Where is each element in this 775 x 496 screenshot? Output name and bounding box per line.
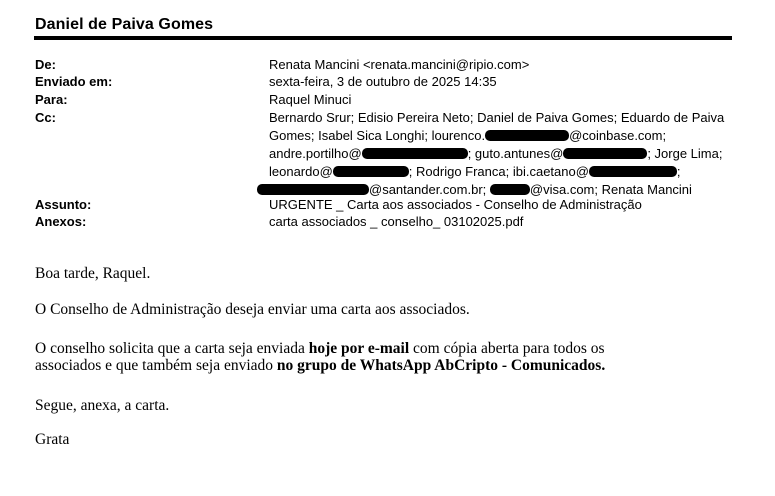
cc-line: Gomes; Isabel Sica Longhi; lourenco. @coinbase.com;: [269, 128, 667, 143]
body-closing: Grata: [35, 431, 70, 448]
redaction-mark: [485, 130, 569, 141]
header-divider: [34, 36, 732, 40]
cc-value: [269, 109, 729, 199]
body-paragraph: O Conselho de Administração deseja enviar uma carta aos associados.: [35, 301, 470, 318]
to-value: Raquel Minuci: [269, 92, 352, 107]
cc-line: leonardo@ ; Rodrigo Franca; ibi.caetano@ ;: [269, 164, 681, 179]
redaction-mark: [563, 148, 647, 159]
cc-line: Bernardo Srur; Edisio Pereira Neto; Daniel de Paiva Gomes; Eduardo de Paiva: [269, 110, 725, 125]
sent-value: sexta-feira, 3 de outubro de 2025 14:35: [269, 74, 497, 89]
emphasis-text: no grupo de WhatsApp AbCripto - Comunicados.: [276, 357, 606, 374]
redaction-mark: [490, 184, 530, 195]
mailbox-owner-name: Daniel de Paiva Gomes: [35, 16, 214, 33]
from-value: Renata Mancini <renata.mancini@ripio.com>: [269, 57, 530, 72]
to-label: Para:: [35, 92, 68, 107]
attachments-label: Anexos:: [35, 214, 87, 229]
redaction-mark: [362, 148, 468, 159]
cc-label: Cc:: [35, 110, 56, 125]
cc-line: @santander.com.br; @visa.com; Renata Mancini: [257, 181, 729, 199]
subject-label: Assunto:: [35, 197, 92, 212]
cc-line: andre.portilho@ ; guto.antunes@ ; Jorge Lima;: [269, 146, 723, 161]
from-label: De:: [35, 57, 56, 72]
body-paragraph: Segue, anexa, a carta.: [35, 397, 170, 414]
redaction-mark: [589, 166, 677, 177]
subject-value: URGENTE _ Carta aos associados - Conselho de Administração: [269, 197, 642, 212]
redaction-mark: [257, 184, 369, 195]
body-greeting: Boa tarde, Raquel.: [35, 265, 151, 282]
body-paragraph: O conselho solicita que a carta seja enviada hoje por e-mail com cópia aberta para todos os associados e que também seja enviado no grupo de WhatsApp AbCripto - Comunicados.: [35, 340, 606, 374]
attachment-filename[interactable]: carta associados _ conselho_ 03102025.pdf: [269, 214, 524, 229]
redaction-mark: [333, 166, 409, 177]
emphasis-text: hoje por e-mail: [308, 340, 410, 357]
sent-label: Enviado em:: [35, 74, 113, 89]
